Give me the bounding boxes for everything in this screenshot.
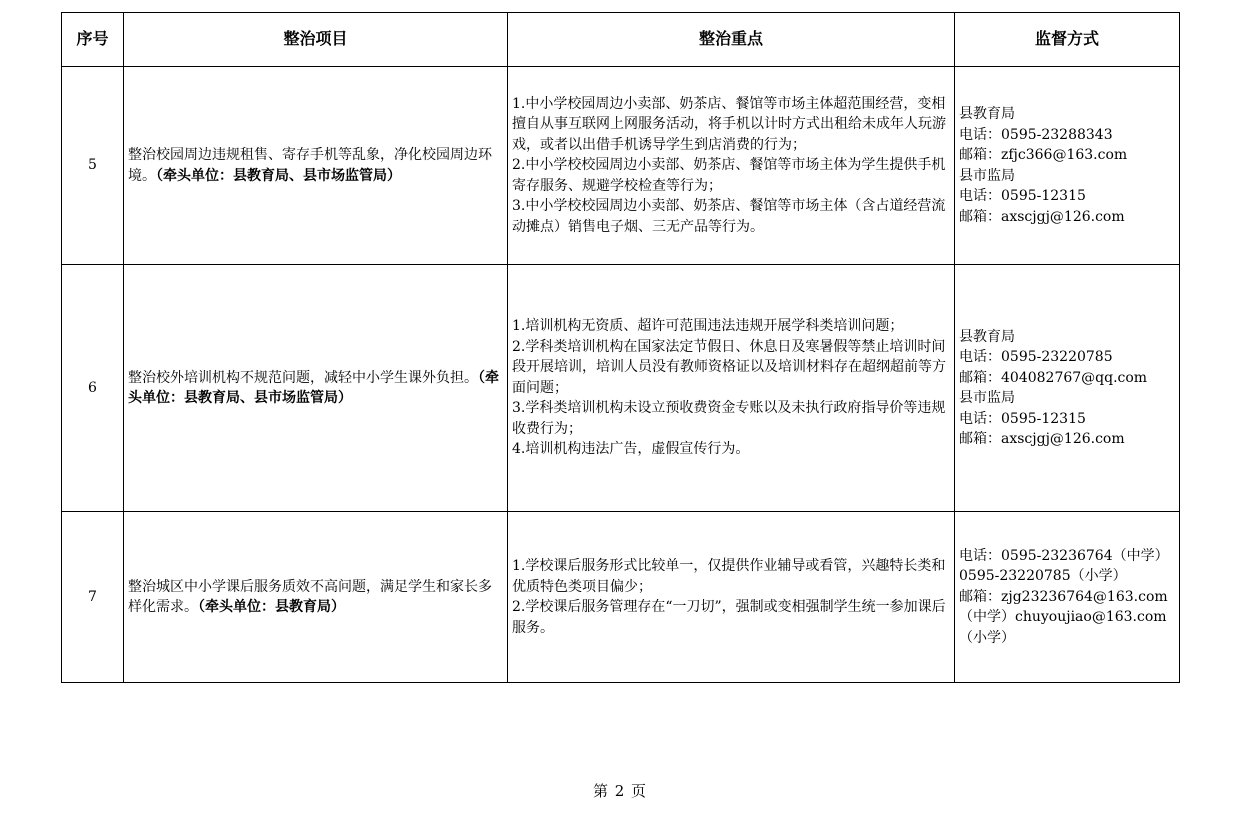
supervise-line: 电话：0595-12315 [959,188,1086,204]
focus-item: 2.中小学校校园周边小卖部、奶茶店、餐馆等市场主体为学生提供手机寄存服务、规避学校检查等行为； [512,157,946,194]
supervise-line: 县市监局 [959,390,1015,406]
focus-item: 2.学科类培训机构在国家法定节假日、休息日及寒暑假等禁止培训时间段开展培训，培训人员没有教师资格证以及培训材料存在超纲超前等方面问题； [512,338,946,396]
focus-cell [508,265,955,512]
page-number: 第 2 页 [592,782,648,800]
focus-item: 4.培训机构违法广告，虚假宣传行为。 [512,441,750,458]
supervise-line: 县市监局 [959,167,1015,184]
lead-unit: （牵头单位：县教育局） [198,599,345,615]
supervise-line: 电话：0595-23288343 [959,126,1113,143]
lead-unit: （牵头单位：县教育局、县市场监管局） [128,369,499,406]
supervise-line: 邮箱：zjg23236764@163.com（中学）chuyoujiao@163.com（小学） [959,588,1168,646]
row-number: 6 [62,265,124,512]
supervise-line: 邮箱：axscjgj@126.com [959,431,1125,447]
supervise-line: 县教育局 [959,328,1015,345]
rectification-table [61,12,1180,683]
focus-item: 3.中小学校校园周边小卖部、奶茶店、餐馆等市场主体（含占道经营流动摊点）销售电子烟、三无产品等行为。 [512,198,946,235]
project-text: 整治校外培训机构不规范问题，减轻中小学生课外负担。 [128,369,478,386]
focus-item: 2.学校课后服务管理存在“一刀切”，强制或变相强制学生统一参加课后服务。 [512,599,946,636]
focus-cell [508,512,955,683]
supervise-line: 邮箱：axscjgj@126.com [959,208,1125,225]
focus-item: 1.学校课后服务形式比较单一，仅提供作业辅导或看管，兴趣特长类和优质特色类项目偏少； [512,558,946,595]
header-project: 整治项目 [124,13,508,67]
project-cell [124,67,508,265]
table-row [62,265,1180,512]
supervise-line: 邮箱：zfjc366@163.com [959,147,1128,163]
header-no: 序号 [62,13,124,67]
supervise-line: 邮箱：404082767@qq.com [959,369,1148,386]
table-row [62,512,1180,683]
supervise-line: 电话：0595-12315 [959,410,1086,427]
focus-item: 1.中小学校园周边小卖部、奶茶店、餐馆等市场主体超范围经营，变相擅自从事互联网上网服务活动，将手机以计时方式出租给未成年人玩游戏，或者以出借手机诱导学生到店消费的行为； [512,95,946,153]
header-focus: 整治重点 [508,13,955,67]
project-cell [124,512,508,683]
focus-item: 1.培训机构无资质、超许可范围违法违规开展学科类培训问题； [512,318,904,335]
table-row [62,67,1180,265]
supervise-line: 电话：0595-23220785 [959,349,1113,365]
lead-unit: （牵头单位：县教育局、县市场监管局） [156,167,401,184]
project-text: 整治校园周边违规租售、寄存手机等乱象，净化校园周边环境。 [128,147,492,184]
supervise-line: 电话：0595-23236764（中学）0595-23220785（小学） [959,547,1169,585]
focus-item: 3.学科类培训机构未设立预收费资金专账以及未执行政府指导价等违规收费行为； [512,400,946,437]
supervise-cell [955,512,1180,683]
focus-cell [508,67,955,265]
project-cell [124,265,508,512]
project-text: 整治城区中小学课后服务质效不高问题，满足学生和家长多样化需求。 [128,578,492,615]
supervise-line: 县教育局 [959,106,1015,122]
header-supervise: 监督方式 [955,13,1180,67]
row-number: 7 [62,512,124,683]
supervise-cell [955,265,1180,512]
row-number: 5 [62,67,124,265]
header-row [62,13,1180,67]
supervise-cell [955,67,1180,265]
